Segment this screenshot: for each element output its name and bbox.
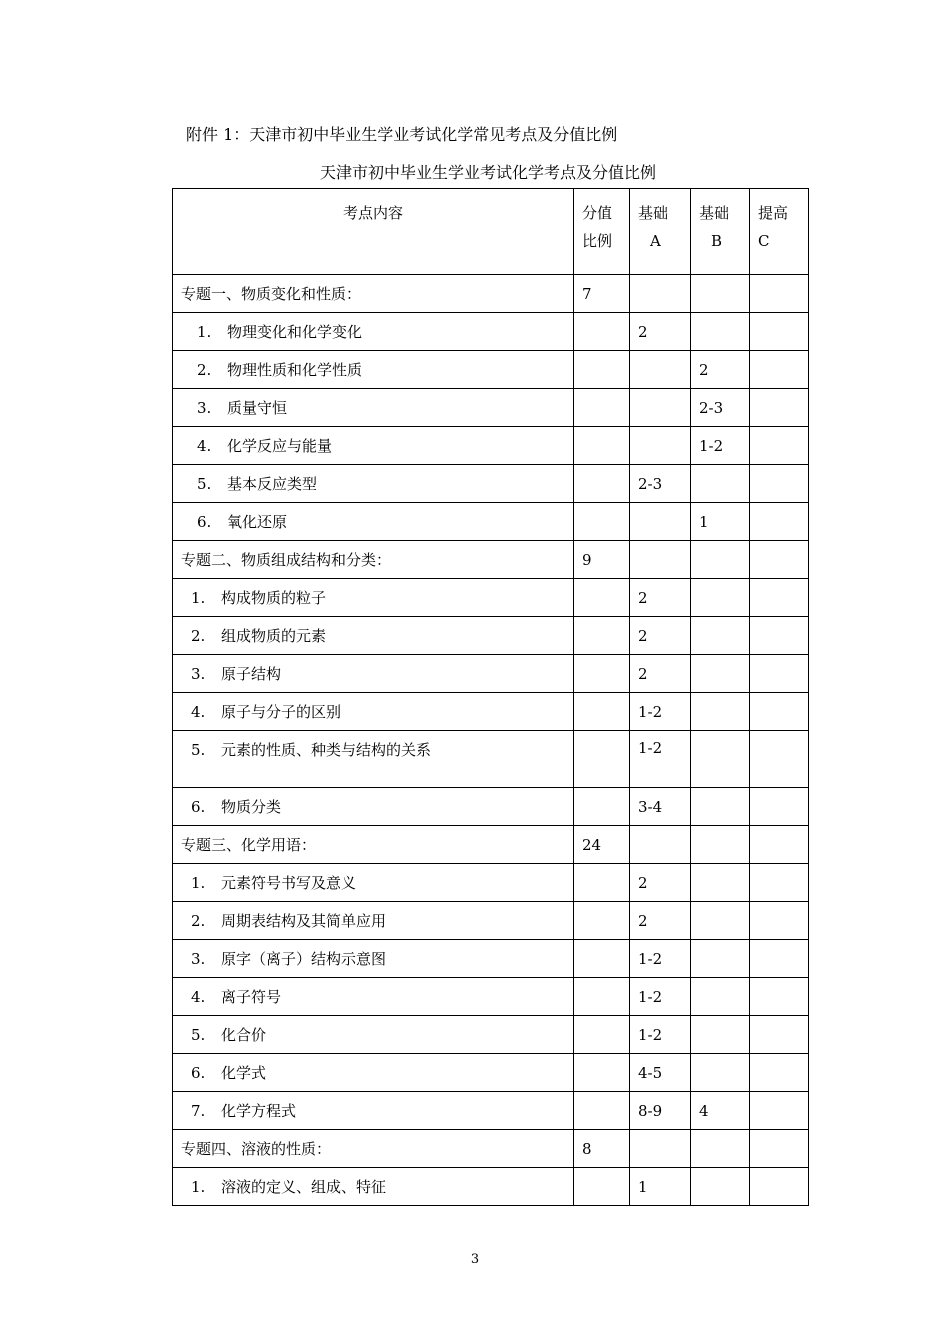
a-cell: 2 xyxy=(630,902,691,940)
ratio-cell xyxy=(574,1092,630,1130)
b-cell xyxy=(691,978,750,1016)
c-cell xyxy=(750,617,809,655)
header-basic-a: 基础 A xyxy=(630,189,691,275)
b-cell xyxy=(691,465,750,503)
item-label: 6. 物质分类 xyxy=(173,788,574,826)
item-label: 5. 化合价 xyxy=(173,1016,574,1054)
ratio-cell xyxy=(574,617,630,655)
ratio-cell xyxy=(574,1168,630,1206)
table-row xyxy=(173,1168,809,1206)
a-cell: 2 xyxy=(630,864,691,902)
b-cell xyxy=(691,1168,750,1206)
item-label: 3. 原子结构 xyxy=(173,655,574,693)
b-cell xyxy=(691,579,750,617)
table-row xyxy=(173,940,809,978)
ratio-cell xyxy=(574,978,630,1016)
table-row xyxy=(173,978,809,1016)
a-cell: 3-4 xyxy=(630,788,691,826)
topic-label: 专题一、物质变化和性质： xyxy=(173,275,574,313)
item-label: 4. 离子符号 xyxy=(173,978,574,1016)
ratio-cell xyxy=(574,731,630,788)
c-cell xyxy=(750,465,809,503)
table-row xyxy=(173,902,809,940)
a-cell xyxy=(630,503,691,541)
ratio-cell: 7 xyxy=(574,275,630,313)
table-row xyxy=(173,693,809,731)
item-label: 1. 物理变化和化学变化 xyxy=(173,313,574,351)
c-cell xyxy=(750,788,809,826)
topic-row xyxy=(173,275,809,313)
table-row xyxy=(173,503,809,541)
c-cell xyxy=(750,864,809,902)
b-cell xyxy=(691,731,750,788)
c-cell xyxy=(750,1092,809,1130)
c-cell xyxy=(750,731,809,788)
ratio-cell xyxy=(574,655,630,693)
topic-label: 专题二、物质组成结构和分类： xyxy=(173,541,574,579)
a-cell xyxy=(630,1130,691,1168)
ratio-cell xyxy=(574,1016,630,1054)
header-content: 考点内容 xyxy=(173,189,574,275)
topic-label: 专题三、化学用语： xyxy=(173,826,574,864)
b-cell: 4 xyxy=(691,1092,750,1130)
b-cell: 1-2 xyxy=(691,427,750,465)
c-cell xyxy=(750,655,809,693)
ratio-cell xyxy=(574,313,630,351)
b-cell: 2-3 xyxy=(691,389,750,427)
c-cell xyxy=(750,427,809,465)
ratio-cell: 8 xyxy=(574,1130,630,1168)
item-label: 5. 基本反应类型 xyxy=(173,465,574,503)
c-cell xyxy=(750,541,809,579)
table-row xyxy=(173,579,809,617)
b-cell xyxy=(691,313,750,351)
a-cell: 4-5 xyxy=(630,1054,691,1092)
attachment-heading: 附件 1：天津市初中毕业生学业考试化学常见考点及分值比例 xyxy=(186,125,618,144)
c-cell xyxy=(750,1016,809,1054)
b-cell: 2 xyxy=(691,351,750,389)
a-cell: 1-2 xyxy=(630,978,691,1016)
c-cell xyxy=(750,693,809,731)
table-row xyxy=(173,731,809,788)
c-cell xyxy=(750,940,809,978)
a-cell: 8-9 xyxy=(630,1092,691,1130)
table-row xyxy=(173,313,809,351)
ratio-cell xyxy=(574,1054,630,1092)
table-row xyxy=(173,788,809,826)
ratio-cell xyxy=(574,693,630,731)
b-cell xyxy=(691,940,750,978)
table-header-row xyxy=(173,189,809,275)
c-cell xyxy=(750,826,809,864)
topic-row xyxy=(173,826,809,864)
item-label: 2. 物理性质和化学性质 xyxy=(173,351,574,389)
b-cell xyxy=(691,617,750,655)
a-cell: 1-2 xyxy=(630,731,691,788)
topic-row xyxy=(173,541,809,579)
a-cell: 2-3 xyxy=(630,465,691,503)
item-label: 6. 氧化还原 xyxy=(173,503,574,541)
b-cell xyxy=(691,1130,750,1168)
ratio-cell xyxy=(574,389,630,427)
ratio-cell: 24 xyxy=(574,826,630,864)
b-cell xyxy=(691,788,750,826)
item-label: 2. 周期表结构及其简单应用 xyxy=(173,902,574,940)
c-cell xyxy=(750,1130,809,1168)
ratio-cell: 9 xyxy=(574,541,630,579)
page-number: 3 xyxy=(470,1252,480,1267)
c-cell xyxy=(750,313,809,351)
exam-points-table xyxy=(172,188,809,1206)
topic-label: 专题四、溶液的性质： xyxy=(173,1130,574,1168)
b-cell xyxy=(691,693,750,731)
ratio-cell xyxy=(574,503,630,541)
table-row xyxy=(173,1054,809,1092)
c-cell xyxy=(750,978,809,1016)
b-cell: 1 xyxy=(691,503,750,541)
item-label: 3. 质量守恒 xyxy=(173,389,574,427)
table-row xyxy=(173,617,809,655)
a-cell: 1 xyxy=(630,1168,691,1206)
ratio-cell xyxy=(574,940,630,978)
table-row xyxy=(173,864,809,902)
ratio-cell xyxy=(574,465,630,503)
a-cell: 1-2 xyxy=(630,940,691,978)
b-cell xyxy=(691,541,750,579)
item-label: 7. 化学方程式 xyxy=(173,1092,574,1130)
b-cell xyxy=(691,1054,750,1092)
table-row xyxy=(173,1092,809,1130)
table-row xyxy=(173,465,809,503)
item-label: 1. 元素符号书写及意义 xyxy=(173,864,574,902)
ratio-cell xyxy=(574,788,630,826)
table-title: 天津市初中毕业生学业考试化学考点及分值比例 xyxy=(320,163,657,182)
a-cell xyxy=(630,275,691,313)
b-cell xyxy=(691,826,750,864)
c-cell xyxy=(750,902,809,940)
a-cell xyxy=(630,826,691,864)
a-cell: 2 xyxy=(630,655,691,693)
c-cell xyxy=(750,579,809,617)
item-label: 4. 原子与分子的区别 xyxy=(173,693,574,731)
header-ratio: 分值 比例 xyxy=(574,189,630,275)
item-label: 4. 化学反应与能量 xyxy=(173,427,574,465)
item-label: 2. 组成物质的元素 xyxy=(173,617,574,655)
ratio-cell xyxy=(574,902,630,940)
item-label: 6. 化学式 xyxy=(173,1054,574,1092)
topic-row xyxy=(173,1130,809,1168)
table-row xyxy=(173,389,809,427)
c-cell xyxy=(750,351,809,389)
a-cell xyxy=(630,427,691,465)
item-label: 5. 元素的性质、种类与结构的关系 xyxy=(173,731,574,788)
item-label: 1. 溶液的定义、组成、特征 xyxy=(173,1168,574,1206)
item-label: 3. 原字（离子）结构示意图 xyxy=(173,940,574,978)
c-cell xyxy=(750,1168,809,1206)
a-cell: 1-2 xyxy=(630,693,691,731)
header-basic-b: 基础 B xyxy=(691,189,750,275)
table-row xyxy=(173,655,809,693)
ratio-cell xyxy=(574,351,630,389)
a-cell xyxy=(630,541,691,579)
ratio-cell xyxy=(574,427,630,465)
a-cell: 2 xyxy=(630,617,691,655)
b-cell xyxy=(691,275,750,313)
c-cell xyxy=(750,389,809,427)
ratio-cell xyxy=(574,579,630,617)
c-cell xyxy=(750,503,809,541)
ratio-cell xyxy=(574,864,630,902)
a-cell: 2 xyxy=(630,579,691,617)
b-cell xyxy=(691,1016,750,1054)
a-cell: 1-2 xyxy=(630,1016,691,1054)
header-advanced-c: 提高 C xyxy=(750,189,809,275)
b-cell xyxy=(691,655,750,693)
table-row xyxy=(173,351,809,389)
a-cell: 2 xyxy=(630,313,691,351)
b-cell xyxy=(691,864,750,902)
table-row xyxy=(173,427,809,465)
item-label: 1. 构成物质的粒子 xyxy=(173,579,574,617)
c-cell xyxy=(750,275,809,313)
b-cell xyxy=(691,902,750,940)
table-row xyxy=(173,1016,809,1054)
c-cell xyxy=(750,1054,809,1092)
a-cell xyxy=(630,389,691,427)
a-cell xyxy=(630,351,691,389)
